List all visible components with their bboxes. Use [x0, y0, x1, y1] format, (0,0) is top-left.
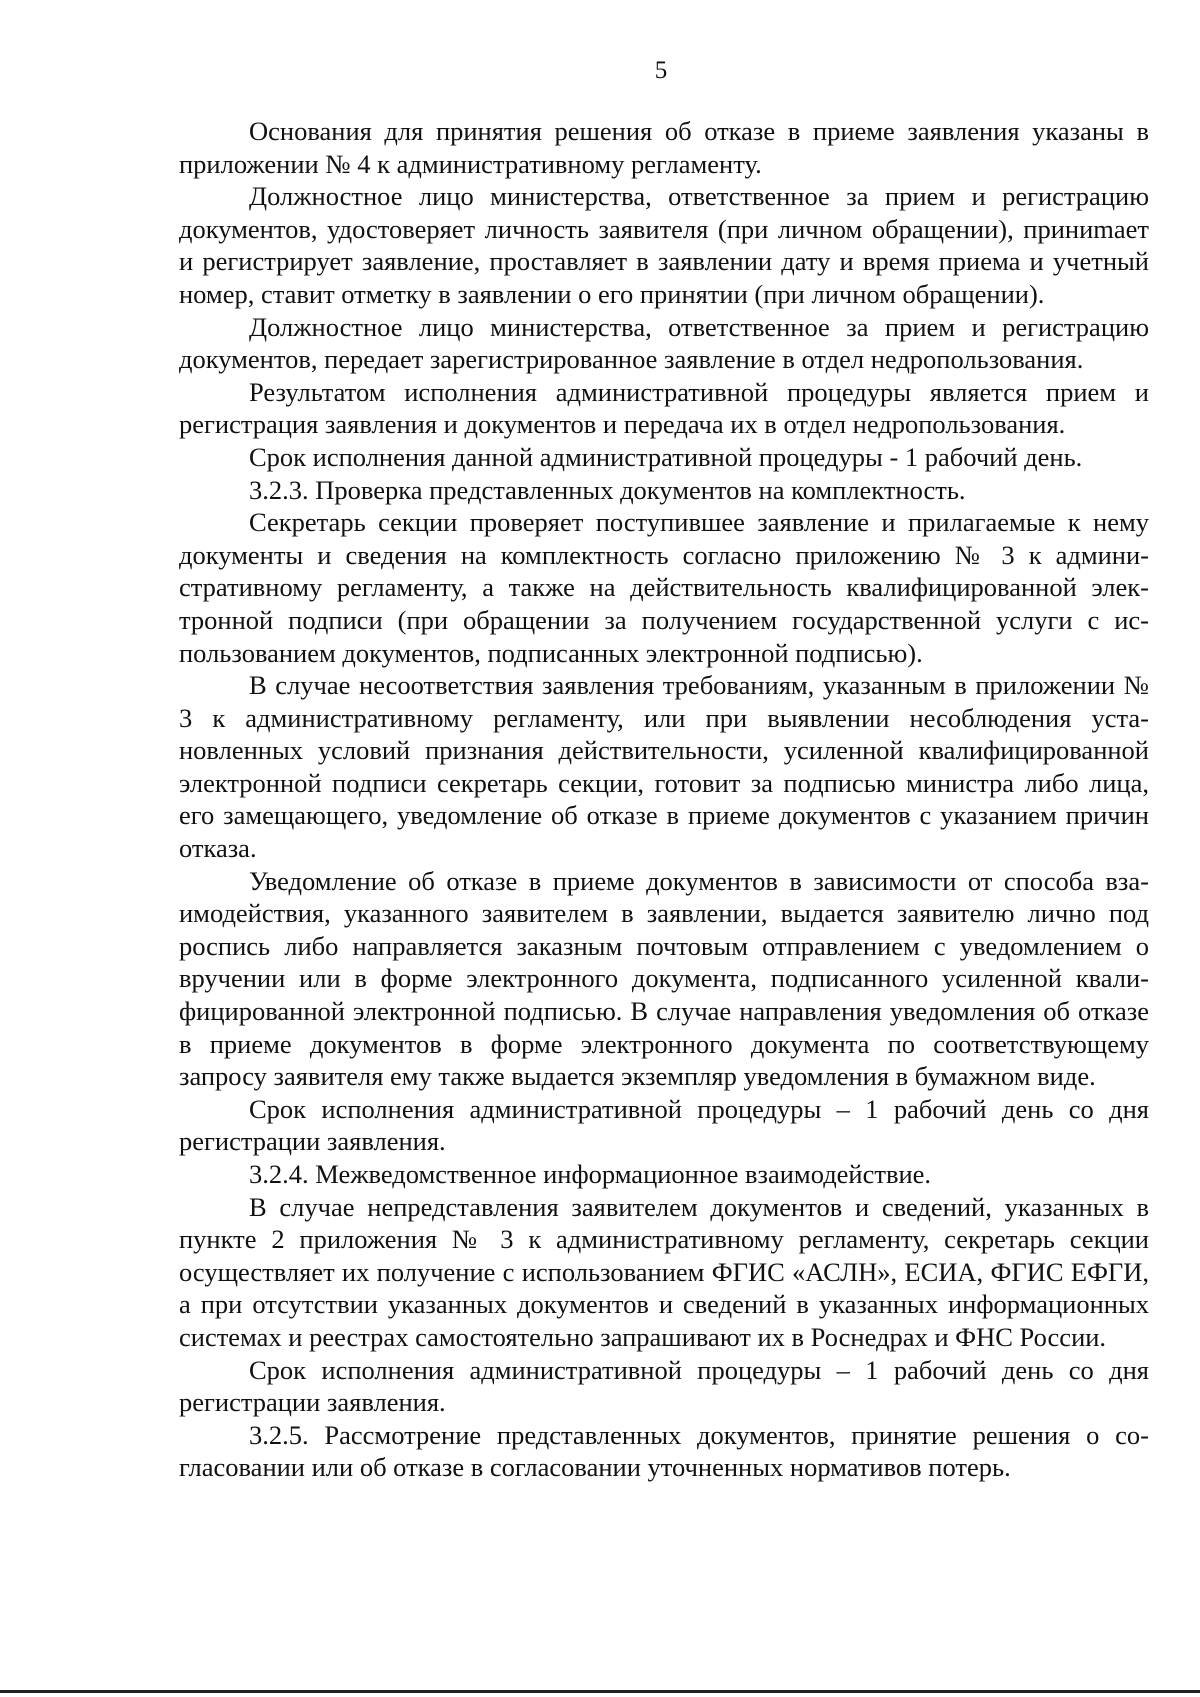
page-number: 5 [654, 57, 668, 84]
paragraph: В случае непредставления заявителем документов и сведений, указанных в пункте 2 приложения № 3 к административному регламенту, секретарь секции осуществляет их получение с использованием ФГИС «АСЛН», ЕСИА, ФГИС ЕФГИ, а при отсутствии указанных документов и сведений в указанных информационных системах и реестрах самостоятельно запрашивают их в Роснедрах и ФНС России. [179, 1191, 1149, 1352]
section-heading-3-2-5: 3.2.5. Рассмотрение представленных документов, принятие решения о согласовании или об отказе в согласовании уточненных нормативов потерь. [179, 1419, 1149, 1483]
paragraph: Результатом исполнения административной процедуры является прием и регистрация заявления и документов и передача их в отдел недропользования. [179, 376, 1149, 440]
section-heading-3-2-3: 3.2.3. Проверка представленных документов на комплектность. [249, 474, 966, 505]
paragraph: В случае несоответствия заявления требованиям, указанным в приложении № 3 к административному регламенту, или при выявлении несоблюдения установленных условий признания действительности, усиленной квалифицированной электронной подписи секретарь секции, готовит за подписью министра либо лица, его замещающего, уведомление об отказе в приеме документов с указанием причин отказа. [179, 670, 1149, 864]
bottom-edge-rule [0, 1690, 1200, 1693]
paragraph: Секретарь секции проверяет поступившее заявление и прилагаемые к нему документы и сведения на комплектность согласно приложению № 3 к административному регламенту, а также на действительность квалифицированной электронной подписи (при обращении за получением государственной услуги с использованием документов, подписанных электронной подписью). [179, 507, 1149, 668]
paragraph: Срок исполнения административной процедуры – 1 рабочий день со дня регистрации заявления. [179, 1093, 1149, 1157]
paragraph: Должностное лицо министерства, ответственное за прием и регистрацию документов, передает зарегистрированное заявление в отдел недропользования. [179, 311, 1149, 375]
paragraph: Срок исполнения административной процедуры – 1 рабочий день со дня регистрации заявления. [179, 1354, 1149, 1418]
paragraph: Уведомление об отказе в приеме документов в зависимости от способа взаимодействия, указанного заявителем в заявлении, выдается заявителю лично под роспись либо направляется заказным почтовым отправлением с уведомлением о вручении или в форме электронного документа, подписанного усиленной квалифицированной электронной подписью. В случае направления уведомления об отказе в приеме документов в форме электронного документа по соответствующему запросу заявителя ему также выдается экземпляр уведомления в бумажном виде. [179, 865, 1149, 1092]
section-heading-3-2-4: 3.2.4. Межведомственное информационное взаимодействие. [249, 1159, 932, 1189]
paragraph: Основания для принятия решения об отказе в приеме заявления указаны в приложении № 4 к административному регламенту. [179, 116, 1149, 179]
document-body [179, 115, 1149, 1484]
paragraph: Срок исполнения данной административной процедуры - 1 рабочий день. [249, 441, 1083, 472]
paragraph: Должностное лицо министерства, ответственное за прием и регистрацию документов, удостоверяет личность заявителя (при личном обращении), приниmает и регистрирует заявление, проставляет в заявлении дату и время приема и учетный номер, ставит отметку в заявлении о его принятии (при личном обращении). [179, 181, 1149, 309]
